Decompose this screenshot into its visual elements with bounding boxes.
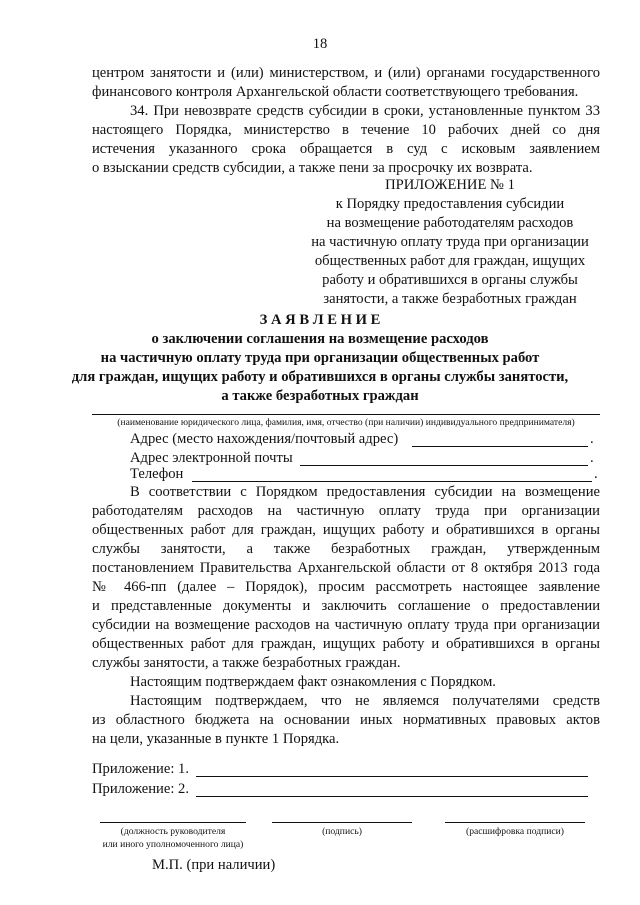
text-line: на цели, указанные в пункте 1 Порядка. [92,731,340,747]
page-number: 18 [312,36,328,52]
text-line: работодателям расходов на частичную оплату труда при организации [92,503,600,519]
address-label: Адрес (место нахождения/почтовый адрес) [130,431,399,447]
statement-subtitle: а также безработных граждан [221,388,419,404]
appendix-line: занятости, а также безработных граждан [323,291,577,307]
text-line: центром занятости и (или) министерством, и (или) органами государственного [92,65,600,81]
field-end-dot: . [594,466,598,482]
position-caption: (должность руководителя [120,826,226,837]
text-line: настоящего Порядка, министерство в течение 10 рабочих дней со дня [92,122,600,138]
text-line: о взыскании средств субсидии, а также пени за просрочку их возврата. [92,160,533,176]
text-line: финансового контроля Архангельской области соответствующего требования. [92,84,579,100]
text-line: истечения указанного срока обращается в суд с исковым заявлением [92,141,600,157]
appendix-line: работу и обратившихся в органы службы [322,272,578,288]
text-line: общественных работ для граждан, ищущих работу и обратившихся в органы [92,636,600,652]
signature-line[interactable] [272,822,412,823]
position-line[interactable] [100,822,246,823]
statement-subtitle: для граждан, ищущих работу и обратившихся в органы службы занятости, [71,369,569,385]
text-line: 34. При невозврате средств субсидии в сроки, установленные пунктом 33 [130,103,600,119]
address-field[interactable] [412,446,588,447]
phone-label: Телефон [130,466,184,482]
text-line: службы занятости, а также безработных граждан. [92,655,401,671]
attachment-label: Приложение: 1. [92,761,189,777]
field-end-dot: . [590,450,594,466]
appendix-line: на возмещение работодателям расходов [326,215,574,231]
appendix-line: к Порядку предоставления субсидии [335,196,565,212]
decoding-caption: (расшифровка подписи) [466,826,564,837]
attachment-field[interactable] [196,796,588,797]
decoding-line[interactable] [445,822,585,823]
applicant-name-line[interactable] [92,414,600,415]
text-line: общественных работ для граждан, ищущих работу и обратившихся в органы [92,522,600,538]
email-field[interactable] [300,465,588,466]
text-line: из областного бюджета на основании иных нормативных правовых актов [92,712,600,728]
signature-caption: (подпись) [322,826,362,837]
field-end-dot: . [590,431,594,447]
statement-title: З А Я В Л Е Н И Е [259,312,381,328]
appendix-title: ПРИЛОЖЕНИЕ № 1 [385,177,515,193]
appendix-line: общественных работ для граждан, ищущих [314,253,586,269]
phone-field[interactable] [192,481,592,482]
position-caption: или иного уполномоченного лица) [102,839,244,850]
text-line: Настоящим подтверждаем факт ознакомления с Порядком. [130,674,496,690]
appendix-line: на частичную оплату труда при организации [311,234,589,250]
text-line: Настоящим подтверждаем, что не являемся получателями средств [130,693,600,709]
text-line: № 466-пп (далее – Порядок), просим рассмотреть настоящее заявление [92,579,600,595]
statement-subtitle: о заключении соглашения на возмещение расходов [151,331,489,347]
text-line: В соответствии с Порядком предоставления субсидии на возмещение [130,484,600,500]
stamp-label: М.П. (при наличии) [152,857,276,873]
attachment-label: Приложение: 2. [92,781,189,797]
applicant-caption: (наименование юридического лица, фамилия, имя, отчество (при наличии) индивидуального предпринимателя) [117,417,575,428]
text-line: постановлением Правительства Архангельской области от 8 октября 2013 года [92,560,600,576]
statement-subtitle: на частичную оплату труда при организации общественных работ [100,350,540,366]
text-line: и представленные документы и заключить соглашение о предоставлении [92,598,600,614]
email-label: Адрес электронной почты [130,450,293,466]
attachment-field[interactable] [196,776,588,777]
text-line: субсидии на возмещение расходов на частичную оплату труда при организации [92,617,600,633]
text-line: службы занятости, а также безработных граждан, утвержденным [92,541,600,557]
